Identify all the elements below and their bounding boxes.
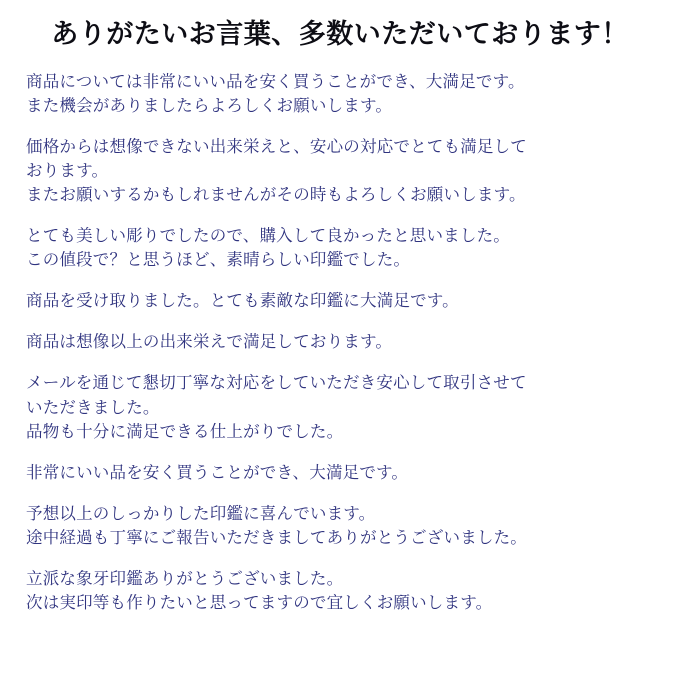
testimonial-line: 商品については非常にいい品を安く買うことができ、大満足です。 xyxy=(26,71,525,91)
testimonial-item xyxy=(26,289,654,313)
testimonial-item xyxy=(26,502,654,550)
testimonial-line: また機会がありましたらよろしくお願いします。 xyxy=(26,95,393,115)
testimonial-item xyxy=(26,461,654,485)
testimonial-line: 商品を受け取りました。とても素敵な印鑑に大満足です。 xyxy=(26,291,459,311)
testimonial-line: 商品は想像以上の出来栄えで満足しております。 xyxy=(26,332,393,352)
testimonial-line: またお願いするかもしれませんがその時もよろしくお願いします。 xyxy=(26,185,526,205)
testimonial-item xyxy=(26,330,654,354)
testimonial-line: 立派な象牙印鑑ありがとうございました。 xyxy=(26,568,344,588)
testimonial-line: 予想以上のしっかりした印鑑に喜んでいます。 xyxy=(26,503,376,523)
testimonial-line: 次は実印等も作りたいと思ってますので宜しくお願いします。 xyxy=(26,593,493,612)
testimonial-list xyxy=(26,70,654,615)
testimonial-item xyxy=(26,70,654,118)
testimonial-line: とても美しい彫りでしたので、購入して良かったと思いました。 xyxy=(26,226,510,246)
testimonial-line: 品物も十分に満足できる仕上がりでした。 xyxy=(26,421,344,441)
testimonial-line: 途中経過も丁寧にご報告いただきましてありがとうございました。 xyxy=(26,527,527,547)
testimonial-line: おります。 xyxy=(26,160,109,180)
testimonial-line: 価格からは想像できない出来栄えと、安心の対応でとても満足して xyxy=(26,136,527,156)
testimonial-line: メールを通じて懇切丁寧な対応をしていただき安心して取引させて xyxy=(26,373,527,393)
testimonial-item xyxy=(26,135,654,207)
page-title: ありがたいお言葉、多数いただいております！ xyxy=(51,19,629,50)
testimonial-item xyxy=(26,224,654,272)
testimonial-line: いただきました。 xyxy=(26,397,160,417)
testimonial-line: 非常にいい品を安く買うことができ、大満足です。 xyxy=(26,462,409,482)
testimonial-line: この値段で？と思うほど、素晴らしい印鑑でした。 xyxy=(26,250,411,270)
testimonial-item xyxy=(26,371,654,443)
testimonial-item xyxy=(26,567,654,615)
